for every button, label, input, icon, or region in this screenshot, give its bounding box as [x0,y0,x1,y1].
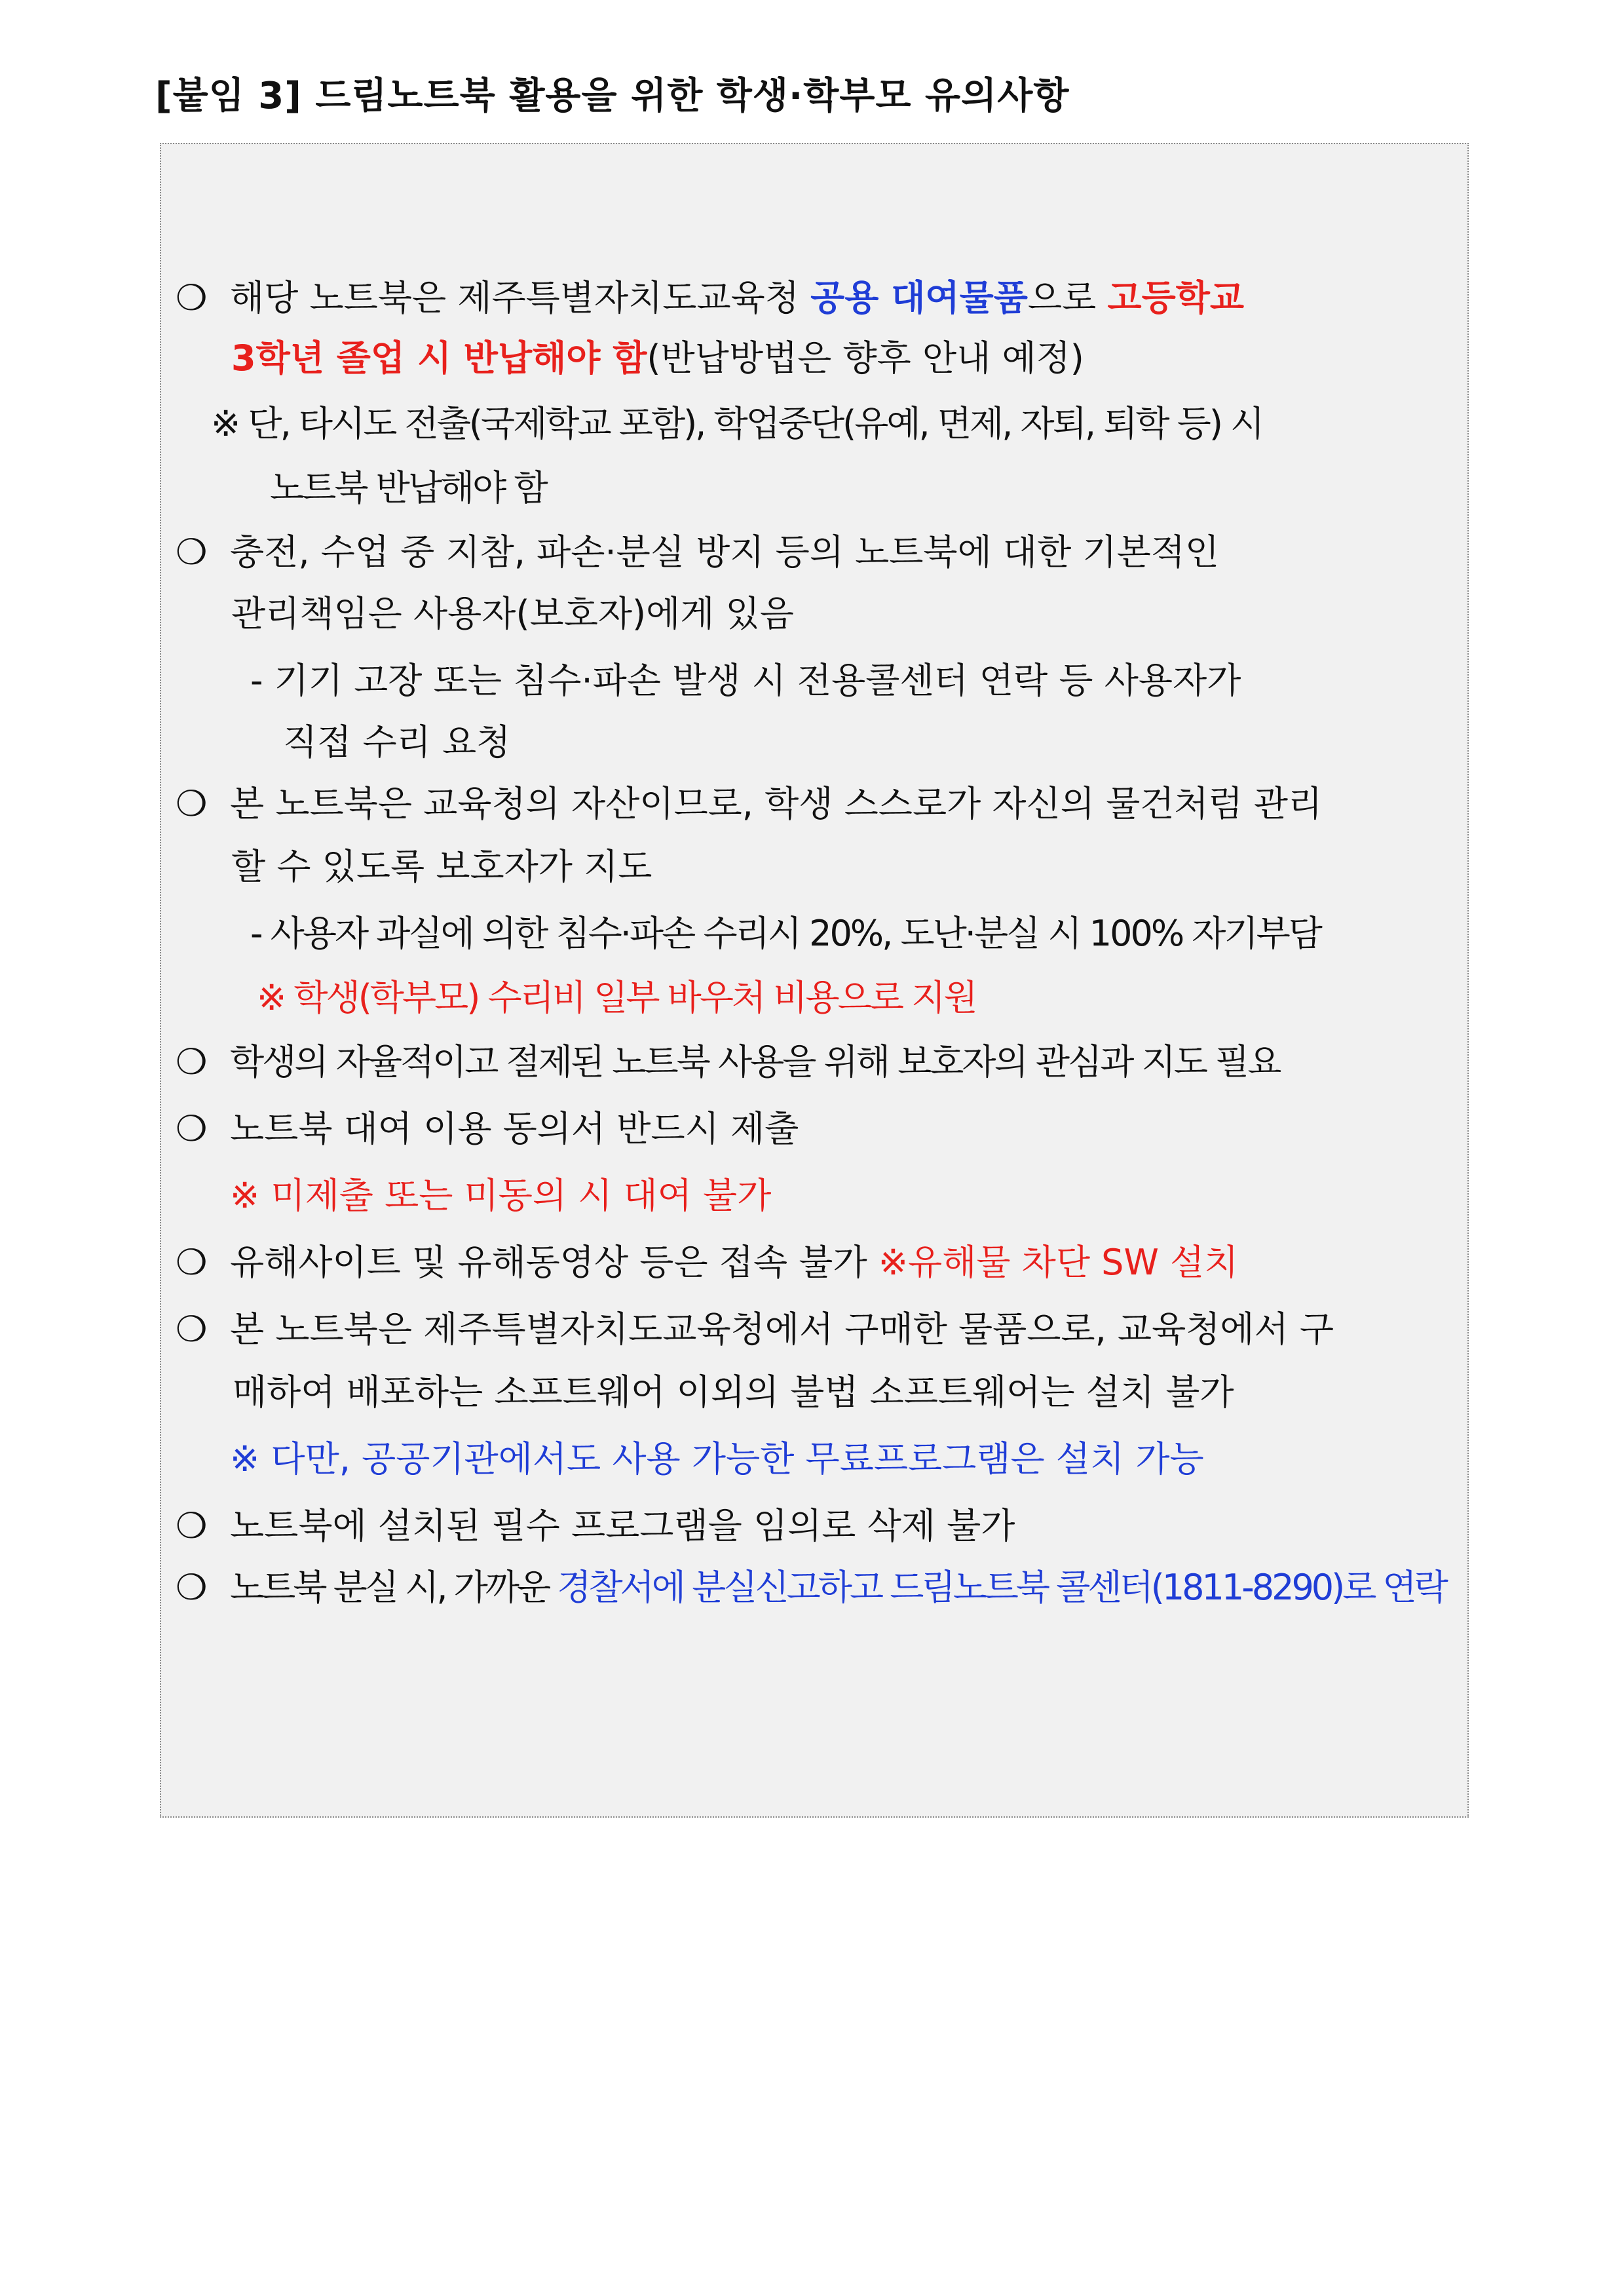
item-5-note: ※ 미제출 또는 미동의 시 대여 불가 [230,1175,772,1216]
item-7-text-1: 본 노트북은 제주특별자치도교육청에서 구매한 물품으로, 교육청에서 구 [230,1309,1334,1350]
item-4-text-1: 학생의 자율적이고 절제된 노트북 사용을 위해 보호자의 관심과 지도 필요 [230,1041,1280,1082]
item-2-text-1: 충전, 수업 중 지참, 파손·분실 방지 등의 노트북에 대한 기본적인 [230,531,1220,573]
item-8-line-1 [176,1505,1015,1550]
bullet-icon: ❍ [176,531,208,573]
item-3-sub-1: - 사용자 과실에 의한 침수·파손 수리시 20%, 도난·분실 시 100% 자기부담 [250,913,1321,954]
item-1-line-2 [231,337,1084,383]
item-2-line-1 [176,531,1220,577]
item-7-note: ※ 다만, 공공기관에서도 사용 가능한 무료프로그램은 설치 가능 [230,1438,1204,1480]
item-6-line-1 [176,1242,1239,1287]
item-2-sub-1: - 기기 고장 또는 침수·파손 발생 시 전용콜센터 연락 등 사용자가 [250,660,1241,701]
bullet-icon: ❍ [176,1505,208,1546]
item-3-note: ※ 학생(학부모) 수리비 일부 바우처 비용으로 지원 [257,977,976,1018]
item-9-text-1: 노트북 분실 시, 가까운 [230,1567,557,1608]
bullet-icon: ❍ [176,1108,208,1149]
item-5-line-1 [176,1108,799,1153]
item-4-line-1 [176,1041,1280,1086]
item-7-line-1 [176,1309,1334,1354]
bullet-icon: ❍ [176,1242,208,1283]
item-7-line-2: 매하여 배포하는 소프트웨어 이외의 불법 소프트웨어는 설치 불가 [233,1371,1234,1413]
item-1-note-1: ※ 단, 타시도 전출(국제학교 포함), 학업중단(유예, 면제, 자퇴, 퇴학 등) 시 [211,403,1263,444]
item-6-red: ※유해물 차단 SW 설치 [878,1242,1239,1283]
bullet-icon: ❍ [176,1041,208,1082]
item-1-line-1 [176,277,1245,322]
item-2-line-2: 관리책임은 사용자(보호자)에게 있음 [231,593,794,634]
item-1-post: (반납방법은 향후 안내 예정) [647,337,1084,379]
item-6-text-1: 유해사이트 및 유해동영상 등은 접속 불가 [230,1242,878,1283]
bullet-icon: ❍ [176,277,208,318]
item-8-text-1: 노트북에 설치된 필수 프로그램을 임의로 삭제 불가 [230,1505,1015,1546]
item-3-text-1: 본 노트북은 교육청의 자산이므로, 학생 스스로가 자신의 물건처럼 관리 [230,783,1323,824]
bullet-icon: ❍ [176,1567,208,1608]
item-1-red-1: 고등학교 [1107,277,1245,318]
page-title: [붙임 3] 드림노트북 활용을 위한 학생·학부모 유의사항 [155,75,1070,117]
item-9-line-1 [176,1567,1446,1612]
item-3-line-1 [176,783,1323,828]
item-1-note-2: 노트북 반납해야 함 [270,467,546,508]
item-3-line-2: 할 수 있도록 보호자가 지도 [231,846,652,887]
bullet-icon: ❍ [176,1309,208,1350]
item-2-sub-2: 직접 수리 요청 [283,721,511,763]
item-9-blue: 경찰서에 분실신고하고 드림노트북 콜센터(1811-8290)로 연락 [557,1567,1446,1608]
item-5-text-1: 노트북 대여 이용 동의서 반드시 제출 [230,1108,799,1149]
item-1-pre: 해당 노트북은 제주특별자치도교육청 [230,277,811,318]
item-1-mid: 으로 [1027,277,1108,318]
item-1-red-2: 3학년 졸업 시 반납해야 함 [231,337,647,379]
bullet-icon: ❍ [176,783,208,824]
item-1-blue: 공용 대여물품 [810,277,1028,318]
